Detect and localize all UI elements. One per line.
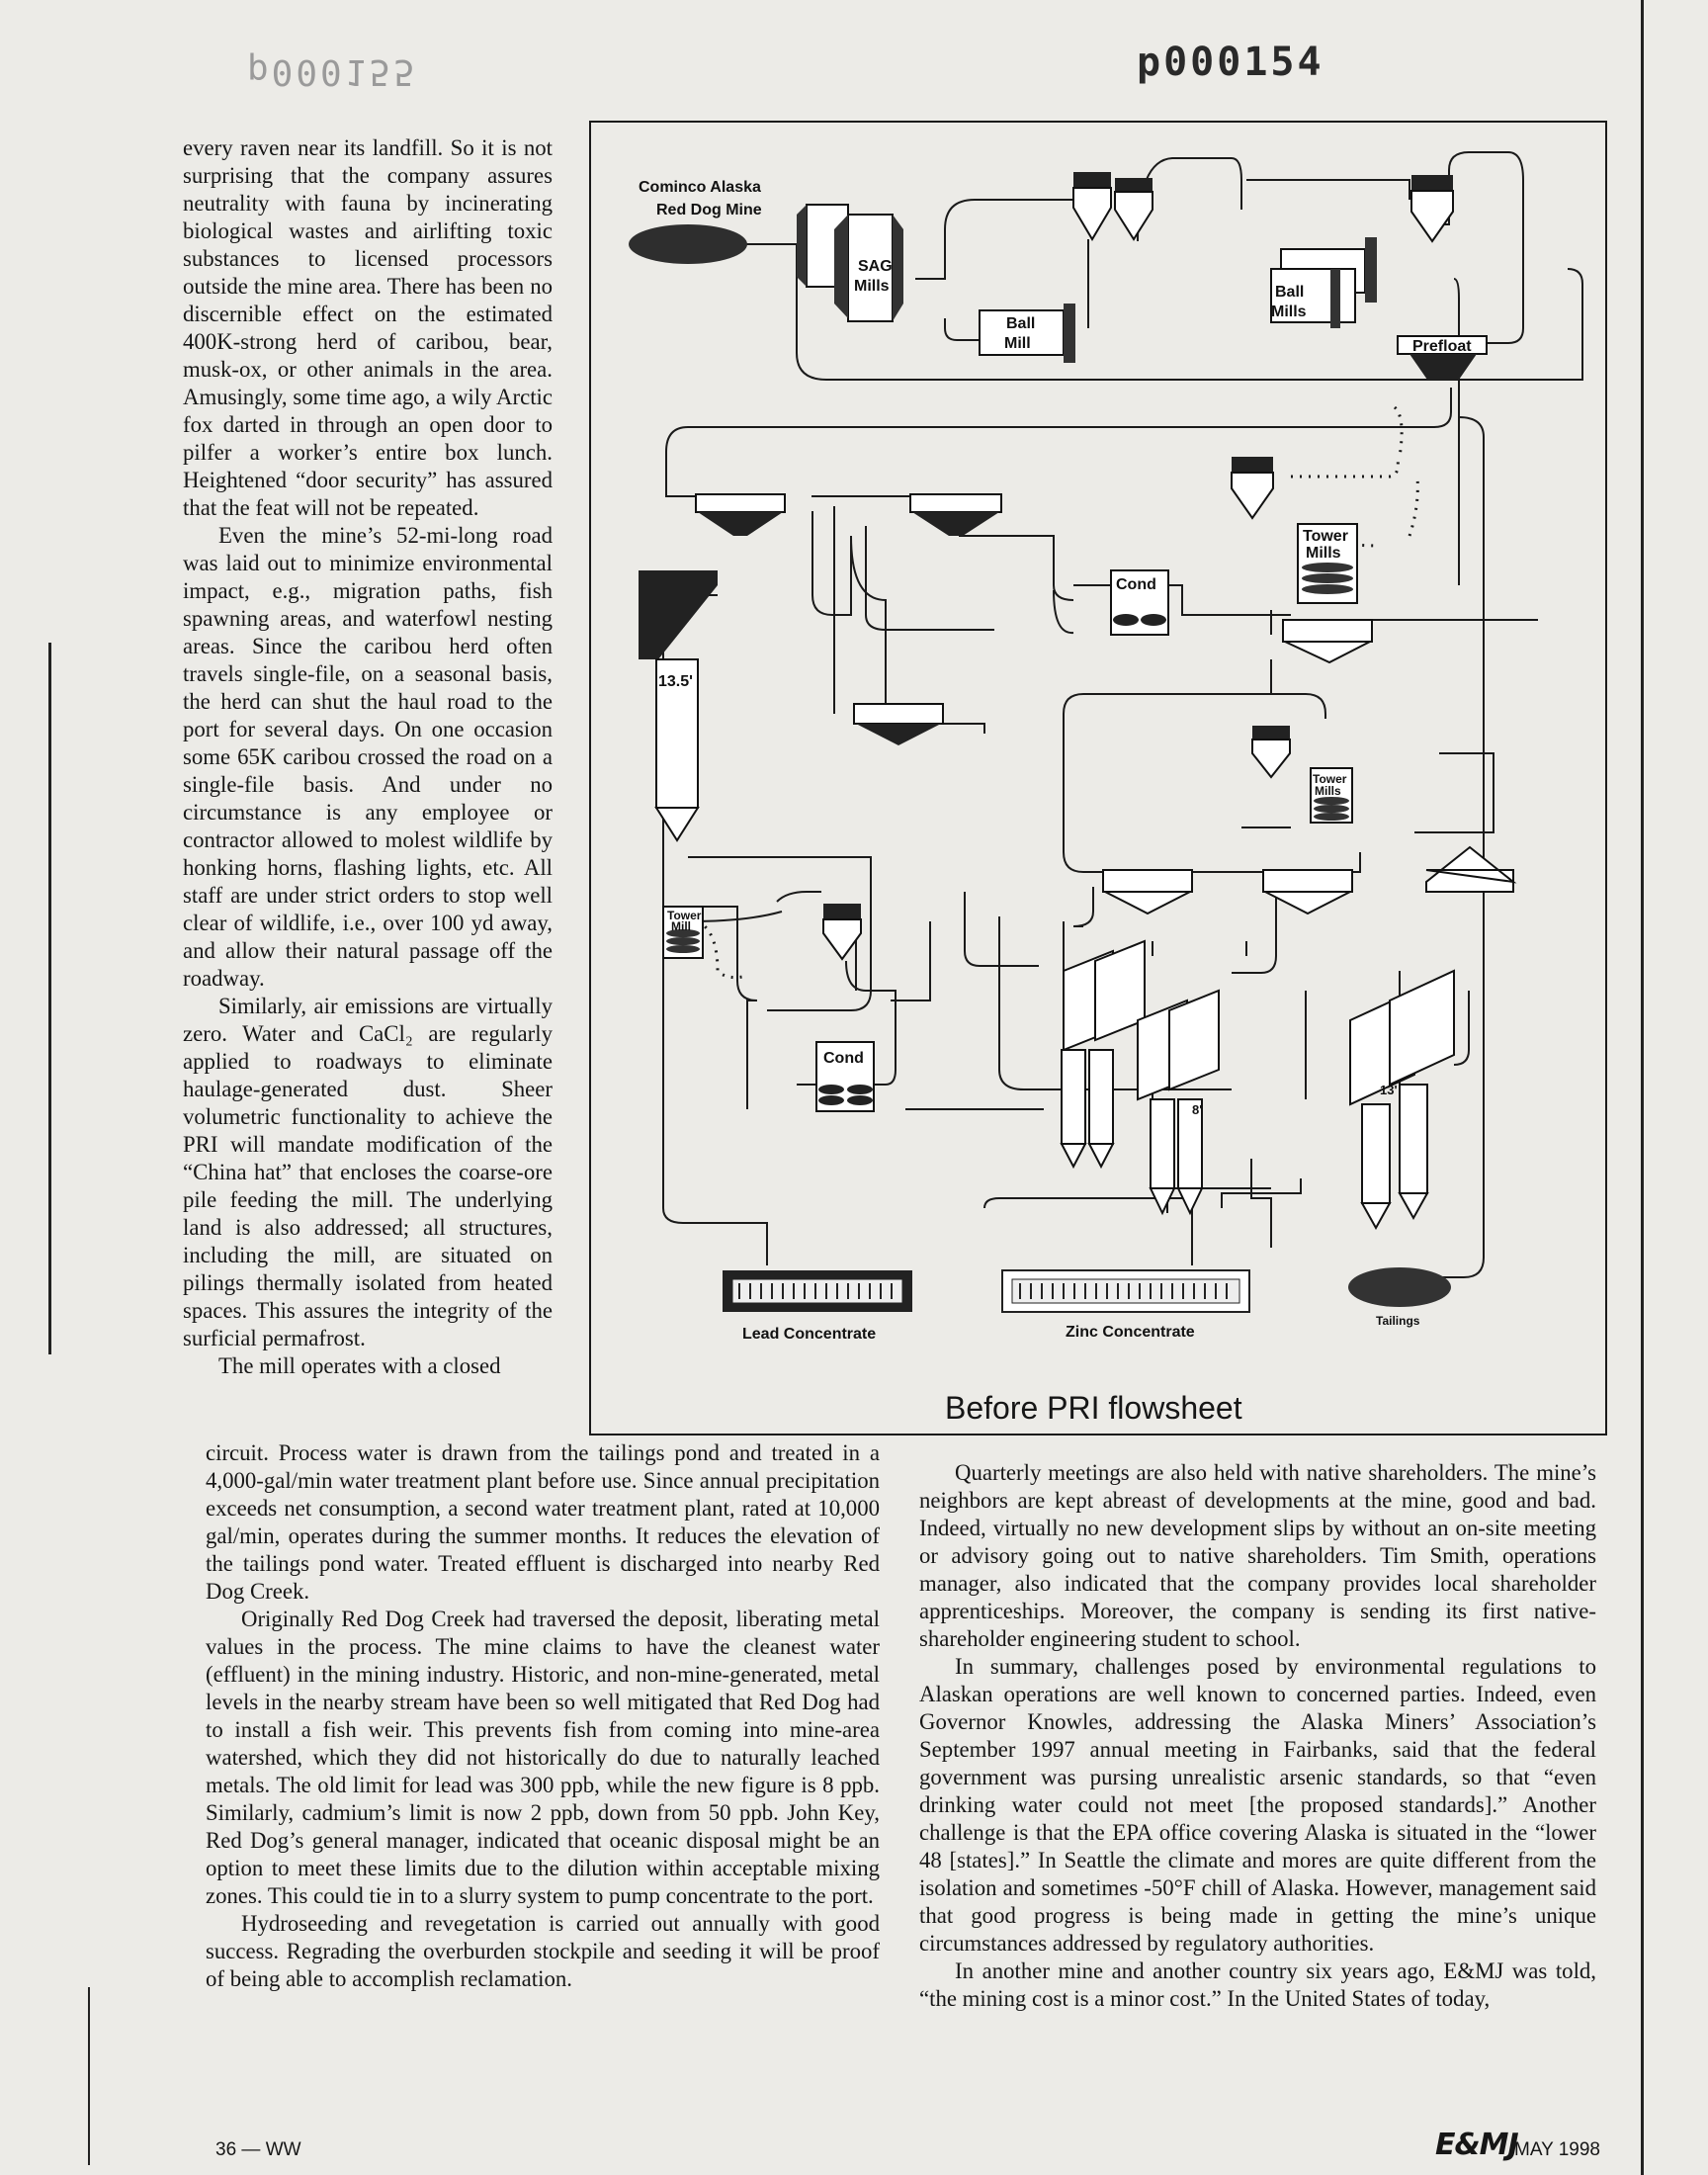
ball-mill-line1: Ball (1006, 315, 1036, 332)
paragraph: Quarterly meetings are also held with native shareholders. The mine’s neighbors are kept abreast of developments at the mine, good and bad. Indeed, virtually no new development slips by without an on-site meeting or advisory going out to native shareholders. Tim Smith, operations manager, also indicated that the company provides local shareholder apprenticeships. Moreover, the company is sending its first native-shareholder engineering student to school. (919, 1460, 1596, 1651)
paragraph: Originally Red Dog Creek had traversed the deposit, liberating metal values in the process. The mine claims to have the cleanest water (effluent) in the mining industry. Historic, and non-mine-generated, metal levels in the nearby stream have been so well mitigated that Red Dog had to install a fish weir. This prevents fish from coming into mine-area watershed, which they did not historically do due to naturally leached metals. The old limit for lead was 300 ppb, while the new figure is 8 ppb. Similarly, cadmium’s limit is now 2 ppb, down from 50 ppb. John Key, Red Dog’s general manager, indicated that oceanic disposal might be an option to meet these limits due to the dilution within acceptable mixing zones. This could tie in to a slurry system to pump concentrate to the port. (206, 1607, 880, 1908)
conditioner-upper (1111, 570, 1168, 635)
paragraph: every raven near its landfill. So it is not surprising that the company assures neutrality with fauna by incinerating biological wastes and airlifting toxic substances to licensed processors outside the mine area. There has been no discernible effect on the estimated 400K-strong herd of caribou, bear, musk-ox, or other animals in the area. Amusingly, some time ago, a wily Arctic fox darted in through an open door to pilfer a worker’s entire box lunch. Heightened “door security” has assured that the feat will not be repeated. (183, 135, 553, 520)
tower-mills (1298, 524, 1357, 603)
zinc-columns-8ft (1062, 941, 1219, 1213)
cyclone-small (1252, 726, 1290, 777)
tailings-pond (1348, 1267, 1451, 1307)
tower-mills-small-line1: Tower (1313, 772, 1347, 786)
bottom-left-column (206, 1439, 880, 1993)
lead-cleaner-cell (854, 704, 943, 745)
magazine-logo: E&MJ (1435, 2128, 1518, 2162)
lead-concentrate-bin (723, 1270, 912, 1343)
tower-mills-line2: Mills (1306, 545, 1341, 562)
column-label-13-5: 13.5' (658, 673, 693, 690)
paragraph: Hydroseeding and revegetation is carried out annually with good success. Regrading the overburden stockpile and seeding it will be proof of being able to accomplish reclamation. (206, 1911, 880, 1991)
lead-column-13-5 (639, 570, 718, 840)
flow-lines (663, 152, 1582, 1277)
cyclone-regrind (1411, 175, 1453, 241)
paragraph: circuit. Process water is drawn from the tailings pond and treated in a 4,000-gal/min water treatment plant before use. Since annual precipitation exceeds net consumption, a second water treatment plant, rated at 10,000 gal/min, operates during the summer months. It reduces the elevation of the tailings pond water. Treated effluent is discharged into nearby Red Dog Creek. (206, 1440, 880, 1604)
issue-date: MAY 1998 (1514, 2139, 1600, 2160)
paragraph: In another mine and another country six years ago, E&MJ was told, “the mining cost is a minor cost.” In the United States of today, (919, 1958, 1596, 2011)
lead-concentrate-label: Lead Concentrate (742, 1326, 877, 1343)
left-column (183, 134, 553, 1380)
tower-mills-small-line2: Mills (1315, 784, 1341, 798)
flowsheet-caption: Before PRI flowsheet (945, 1390, 1242, 1426)
zinc-concentrate-bin (1002, 1270, 1249, 1341)
tower-mill-line2: Mill (671, 919, 691, 933)
zinc-cleaner-cells (1103, 847, 1513, 914)
prefloat-label: Prefloat (1412, 338, 1472, 355)
zinc-concentrate-label: Zinc Concentrate (1066, 1324, 1195, 1341)
sag-mills (797, 205, 903, 321)
lead-rougher-cells (696, 494, 1001, 536)
paragraph: Similarly, air emissions are virtually zero. Water and CaCl₂ are regularly applied to roadways to eliminate haulage-generated dust. Sheer volumetric functionality to achieve the PRI will mandate modification of the “China hat” that encloses the coarse-ore pile feeding the mill. The underlying land is also addressed; all structures, including the mill, are situated on pilings thermally isolated from heated spaces. This assures the integrity of the surficial permafrost. (183, 994, 553, 1350)
paragraph: In summary, challenges posed by environmental regulations to Alaskan operations are well known to concerned parties. Indeed, even Governor Knowles, addressing the Alaska Miners’ Association’s September 1997 annual meeting in Fairbanks, said that the federal government was pursing unrealistic arsenic standards, so that “even drinking water could not meet [the proposed standards].” Another challenge is that the EPA office covering Alaska is situated in the “lower 48 [states].” In Seattle the climate and mores are quite different from the isolation and sometimes -50°F chill of Alaska. However, management said that good progress is being made in getting the mine’s unique circumstances addressed by regulatory authorities. (919, 1654, 1596, 1956)
column-label-8: 8' (1192, 1102, 1203, 1117)
zinc-columns-13ft (1350, 971, 1454, 1228)
tower-mills-small (1311, 768, 1352, 823)
conditioner-lower (816, 1042, 874, 1111)
tower-mill (663, 907, 703, 958)
ball-mills-line1: Ball (1275, 284, 1305, 301)
right-column (919, 1459, 1596, 2013)
prefloat-cell (1398, 336, 1487, 380)
cond-upper-label: Cond (1116, 576, 1156, 593)
ball-mill-line2: Mill (1004, 335, 1031, 352)
source-label-line2: Red Dog Mine (656, 202, 762, 218)
zinc-rougher-cell (1283, 620, 1372, 662)
left-margin-rule (48, 643, 51, 1354)
sag-label-line1: SAG (858, 258, 893, 275)
cyclone-tower (1232, 457, 1273, 518)
cyclones-primary (1073, 172, 1153, 239)
tower-mills-line1: Tower (1303, 528, 1348, 545)
archive-stamp-right: p000154 (1137, 40, 1324, 85)
page-number: 36 — WW (215, 2139, 301, 2160)
column-label-13: 13' (1380, 1083, 1398, 1097)
ore-source-ellipse (629, 224, 747, 264)
ball-mill (980, 304, 1075, 363)
left-margin-rule-lower (88, 1987, 90, 2165)
archive-stamp-left: p000155 (247, 51, 418, 92)
cond-lower-label: Cond (823, 1050, 864, 1067)
paragraph: Even the mine’s 52-mi-long road was laid out to minimize environmental impact, e.g., migration paths, fish spawning areas, and waterfowl nesting areas. Since the caribou herd often travels single-file, on a seasonal basis, the herd can shut the haul road to the port for several days. On one occasion some 65K caribou crossed the road on a single-file basis. And under no circumstance is any employee or contractor allowed to molest wildlife by honking horns, flashing lights, etc. All staff are under strict orders to stop well clear of wildlife, i.e., over 100 yd away, and allow their natural passage off the roadway. (183, 523, 553, 991)
ball-mills (1271, 237, 1377, 328)
paragraph: The mill operates with a closed (218, 1353, 501, 1378)
sag-label-line2: Mills (854, 278, 890, 295)
right-edge-rule (1641, 0, 1644, 2175)
flowsheet-diagram (589, 121, 1607, 1436)
tower-mill-line1: Tower (667, 909, 702, 922)
tailings-label: Tailings (1376, 1314, 1420, 1328)
ball-mills-line2: Mills (1271, 304, 1307, 320)
source-label-line1: Cominco Alaska (639, 179, 761, 196)
